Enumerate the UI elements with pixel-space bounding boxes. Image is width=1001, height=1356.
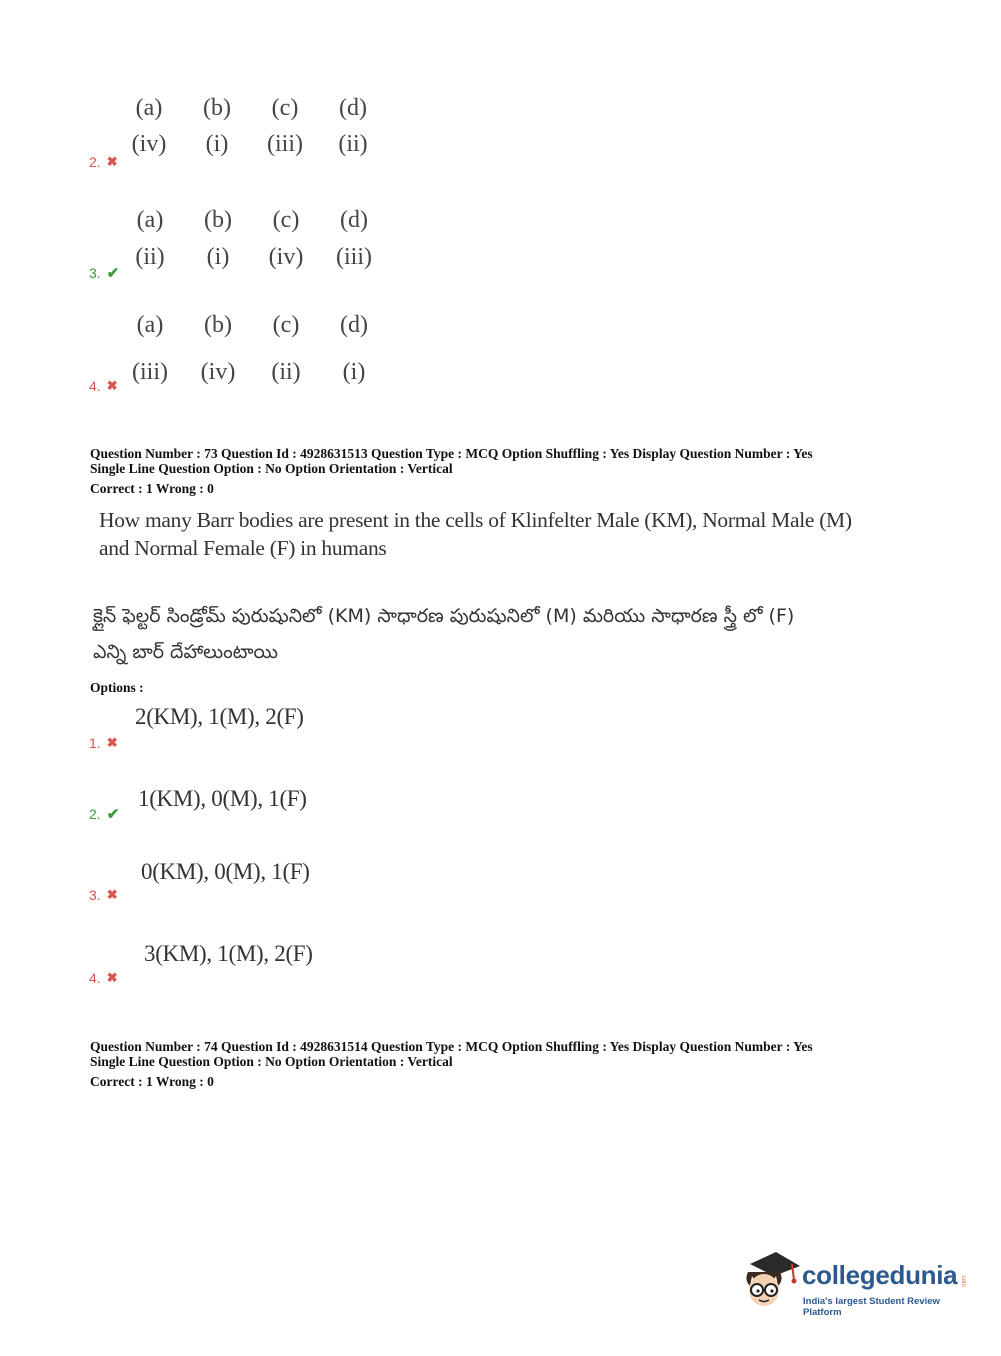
- question-meta: Question Number : 74 Question Id : 4928631514 Question Type : MCQ Option Shuffling : Yes Display Question Number : Yes Single Line Question Option : No Option Orientation : Vertical Correct : 1 Wrong : 0: [90, 1039, 813, 1089]
- match-value: (ii): [135, 244, 165, 270]
- logo-tagline: India's largest Student Review Platform: [803, 1296, 940, 1318]
- question-text-telugu: క్లైన్ ఫెల్టర్ సిండ్రోమ్ పురుషునిలో (KM) సాధారణ పురుషునిలో (M) మరియు సాధారణ స్త్రీ లో (F) ఎన్ని బార్ దేహాలుంటాయి: [93, 605, 795, 663]
- option-4-values: [116, 359, 388, 386]
- col-header: (a): [136, 312, 164, 338]
- match-value: (iii): [132, 359, 168, 385]
- match-value: (iii): [336, 244, 372, 270]
- check-icon: ✔: [106, 806, 120, 823]
- option-number: 2. ✔: [89, 806, 120, 823]
- match-value: (iii): [267, 131, 303, 157]
- col-header: (d): [339, 95, 367, 121]
- option-2-headers: [115, 95, 387, 122]
- question-meta: Question Number : 73 Question Id : 4928631513 Question Type : MCQ Option Shuffling : Yes Display Question Number : Yes Single Line Question Option : No Option Orientation : Vertical Correct : 1 Wrong : 0: [90, 446, 813, 496]
- wrong-icon: ✖: [106, 154, 118, 169]
- check-icon: ✔: [106, 265, 120, 282]
- col-header: (d): [340, 312, 368, 338]
- match-value: (iv): [131, 131, 167, 157]
- match-value: (i): [205, 131, 229, 157]
- logo-domain-suffix: .com: [960, 1274, 966, 1288]
- wrong-icon: ✖: [106, 970, 118, 985]
- col-header: (b): [204, 207, 232, 233]
- col-header: (d): [340, 207, 368, 233]
- match-value: (ii): [271, 359, 301, 385]
- option-3-headers: [116, 207, 388, 234]
- option-text: 2(KM), 1(M), 2(F): [135, 704, 304, 729]
- option-text: 1(KM), 0(M), 1(F): [138, 786, 307, 811]
- option-4-headers: [116, 312, 388, 339]
- option-number: 2. ✖: [89, 154, 118, 170]
- option-number: 3. ✖: [89, 887, 118, 903]
- wrong-icon: ✖: [106, 735, 118, 750]
- option-number: 1. ✖: [89, 735, 118, 751]
- option-2-values: [115, 131, 387, 158]
- match-value: (iv): [200, 359, 236, 385]
- match-value: (i): [342, 359, 366, 385]
- wrong-icon: ✖: [106, 887, 118, 902]
- logo-wordmark: collegedunia: [802, 1260, 958, 1290]
- col-header: (c): [271, 95, 299, 121]
- col-header: (a): [136, 207, 164, 233]
- col-header: (c): [272, 312, 300, 338]
- question-text-english: How many Barr bodies are present in the cells of Klinfelter Male (KM), Normal Male (M) and Normal Female (F) in humans: [99, 508, 852, 560]
- options-label: Options :: [90, 680, 144, 695]
- collegedunia-logo[interactable]: [742, 1250, 972, 1320]
- option-number: 4. ✖: [89, 970, 118, 986]
- mascot-icon: [742, 1250, 802, 1316]
- match-value: (iv): [268, 244, 304, 270]
- wrong-icon: ✖: [106, 378, 118, 393]
- col-header: (a): [135, 95, 163, 121]
- col-header: (c): [272, 207, 300, 233]
- match-value: (ii): [338, 131, 368, 157]
- match-value: (i): [206, 244, 230, 270]
- option-3-values: [116, 244, 388, 271]
- option-number: 3. ✔: [89, 265, 120, 282]
- option-text: 0(KM), 0(M), 1(F): [141, 859, 310, 884]
- col-header: (b): [203, 95, 231, 121]
- col-header: (b): [204, 312, 232, 338]
- option-text: 3(KM), 1(M), 2(F): [144, 941, 313, 966]
- option-number: 4. ✖: [89, 378, 118, 394]
